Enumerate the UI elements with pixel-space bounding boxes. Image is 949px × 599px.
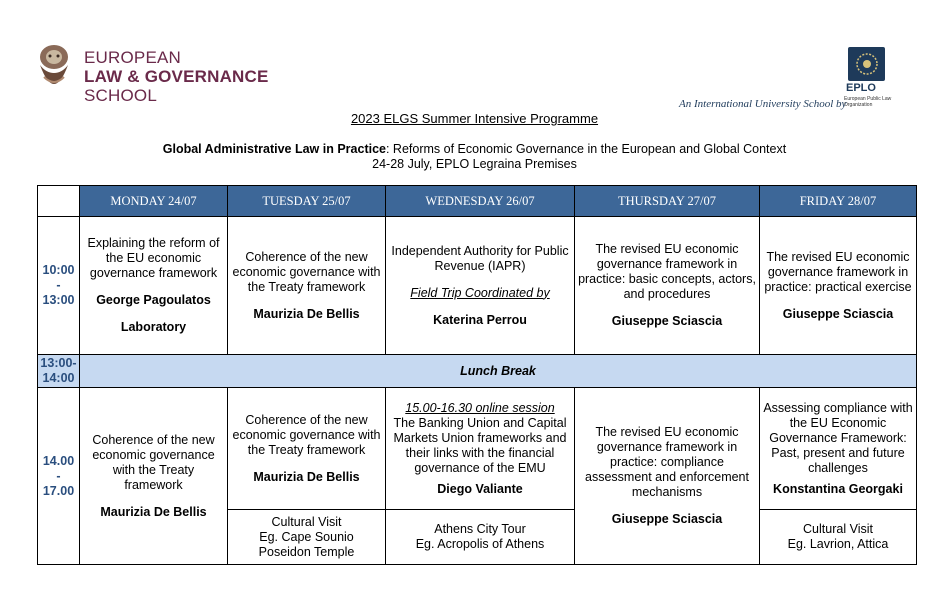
session-cell [575, 217, 760, 355]
course-title: Global Administrative Law in Practice [162, 142, 386, 156]
session-speaker: Katerina Perrou [433, 312, 527, 327]
tagline: An International University School by [679, 98, 847, 110]
elgs-logo-icon [34, 43, 74, 103]
session-speaker: Konstantina Georgaki [773, 481, 903, 496]
session-topic: Assessing compliance with the EU Economic Governance Framework: Past, present and future challenges [763, 400, 913, 475]
session-cell [760, 217, 917, 355]
day-header: THURSDAY 27/07 [575, 186, 760, 217]
session-topic: The revised EU economic governance framework in practice: compliance assessment and enforcement mechanisms [585, 425, 749, 499]
session-topic: The revised EU economic governance framework in practice: basic concepts, actors, and procedures [578, 242, 756, 301]
session-cell [386, 217, 575, 355]
course-heading [0, 142, 949, 172]
lunch-break: Lunch Break [80, 355, 917, 388]
time-slot-afternoon: 14.00 - 17.00 [38, 388, 80, 565]
visit-cell: Cultural Visit Eg. Cape Sounio Poseidon Temple [228, 510, 386, 565]
time-slot-lunch: 13:00- 14:00 [38, 355, 80, 388]
session-note: Field Trip Coordinated by [410, 285, 550, 300]
lunch-row [38, 355, 917, 388]
school-name-line3: SCHOOL [84, 86, 157, 105]
school-name [84, 48, 269, 105]
day-header: WEDNESDAY 26/07 [386, 186, 575, 217]
day-header: MONDAY 24/07 [80, 186, 228, 217]
session-speaker: Maurizia De Bellis [253, 306, 360, 321]
corner-cell [38, 186, 80, 217]
session-topic: Coherence of the new economic governance with the Treaty framework [232, 249, 381, 294]
time-slot-morning: 10:00 - 13:00 [38, 217, 80, 355]
visit-cell: Cultural Visit Eg. Lavrion, Attica [760, 510, 917, 565]
course-subtitle: : Reforms of Economic Governance in the European and Global Context [385, 142, 787, 156]
session-topic: Explaining the reform of the EU economic governance framework [87, 236, 220, 280]
dates-venue: 24-28 July, EPLO Legraina Premises [372, 157, 577, 171]
session-cell [80, 217, 228, 355]
program-title: 2023 ELGS Summer Intensive Programme [350, 111, 599, 126]
session-speaker: Giuseppe Sciascia [611, 512, 723, 526]
session-cell [386, 388, 575, 510]
day-header: TUESDAY 25/07 [228, 186, 386, 217]
session-note: 15.00-16.30 online session [405, 400, 555, 415]
eplo-logo-icon [848, 47, 885, 81]
session-speaker: Giuseppe Sciascia [782, 306, 894, 321]
session-cell [228, 217, 386, 355]
school-name-line2: LAW & GOVERNANCE [84, 67, 269, 86]
session-topic: The revised EU economic governance framework in practice: practical exercise [764, 249, 912, 294]
session-speaker: Maurizia De Bellis [253, 469, 360, 484]
session-topic: Coherence of the new economic governance with the Treaty framework [232, 412, 381, 457]
session-topic: Independent Authority for Public Revenue (IAPR) [391, 243, 569, 273]
session-cell [760, 388, 917, 510]
morning-row [38, 217, 917, 355]
school-name-line1: EUROPEAN [84, 48, 182, 67]
session-speaker: Diego Valiante [437, 481, 523, 496]
day-header-row [38, 186, 917, 217]
day-header: FRIDAY 28/07 [760, 186, 917, 217]
session-topic: The Banking Union and Capital Markets Union frameworks and their links with the financial governance of the EMU [393, 415, 567, 475]
afternoon-row [38, 388, 917, 510]
session-cell [80, 388, 228, 565]
session-topic: Coherence of the new economic governance with the Treaty framework [92, 432, 215, 492]
session-venue: Laboratory [120, 320, 187, 334]
session-speaker: George Pagoulatos [96, 293, 211, 307]
session-speaker: Giuseppe Sciascia [611, 314, 723, 328]
eplo-subtitle: European Public Law Organization [844, 96, 892, 108]
session-speaker: Maurizia De Bellis [100, 504, 207, 519]
session-cell [575, 388, 760, 565]
schedule-table [37, 185, 917, 565]
eplo-label: EPLO [846, 82, 876, 94]
visit-cell: Athens City Tour Eg. Acropolis of Athens [386, 510, 575, 565]
session-cell [228, 388, 386, 510]
